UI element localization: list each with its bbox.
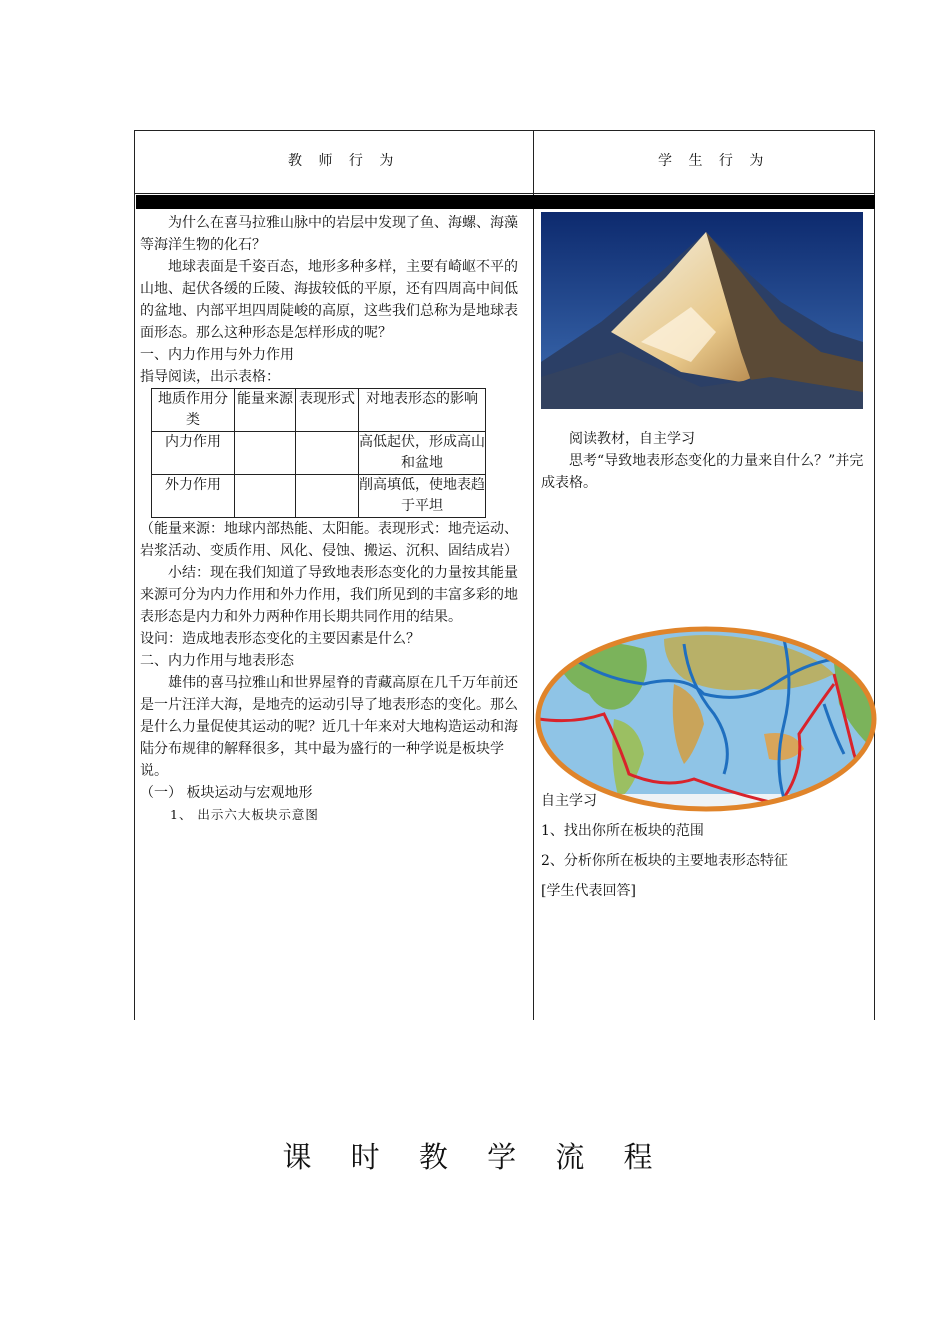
bottom-title: 课 时 教 学 流 程: [282, 1140, 668, 1174]
table-cell: 内力作用: [152, 432, 235, 475]
table-header-cell: 表现形式: [296, 389, 359, 432]
table-header-cell: 地质作用分类: [152, 389, 235, 432]
note-text: （能量来源：地球内部热能、太阳能。表现形式：地壳运动、岩浆活动、变质作用、风化、侵蚀、搬运、沉积、固结成岩）: [140, 521, 518, 559]
paragraph-2: 雄伟的喜马拉雅山和世界屋脊的青藏高原在几千万年前还是一片汪洋大海，是地壳的运动引导了地表形态的变化。那么是什么力量促使其运动的呢？近几十年来对大地构造运动和海陆分布规律的解释很多，其中最为盛行的一种学说是板块学说。: [140, 675, 518, 779]
table-header-cell: 对地表形态的影响: [359, 389, 486, 432]
teacher-header: 教 师 行 为: [288, 153, 400, 169]
table-cell-empty: [235, 432, 296, 475]
read-text: 阅读教材，自主学习: [569, 431, 695, 447]
table-cell: 高低起伏，形成高山和盆地: [359, 432, 486, 475]
table-cell: 外力作用: [152, 475, 235, 518]
table-cell: 削高填低，使地表趋于平坦: [359, 475, 486, 518]
teacher-column: [140, 212, 528, 826]
geology-table: [151, 388, 486, 518]
table-cell-empty: [296, 432, 359, 475]
table-header-cell: 能量来源: [235, 389, 296, 432]
table-top-border: [134, 130, 875, 131]
task-1: 1、找出你所在板块的范围: [541, 823, 704, 839]
summary-text: 小结：现在我们知道了导致地表形态变化的力量按其能量来源可分为内力作用和外力作用，我们所见到的丰富多彩的地表形态是内力和外力两种作用长期共同作用的结果。: [140, 565, 518, 625]
section-2-title: 二、内力作用与地表形态: [140, 653, 294, 669]
task-2: 2、分析你所在板块的主要地表形态特征: [541, 853, 788, 869]
paragraph-1: 地球表面是千姿百态，地形多种多样，主要有崎岖不平的山地、起伏各缓的丘陵、海拔较低的平原，还有四周高中间低的盆地、内部平坦四周陡峻的高原，这些我们总称为是地球表面形态。那么这种形态是怎样形成的呢？: [140, 259, 518, 341]
table-cell-empty: [235, 475, 296, 518]
table-left-border: [134, 130, 135, 1020]
student-reading: [541, 428, 871, 494]
think-text: 思考“导致地表形态变化的力量来自什么？”并完成表格。: [541, 453, 864, 491]
student-header: 学 生 行 为: [658, 153, 770, 169]
section-1-title: 一、内力作用与外力作用: [140, 347, 294, 363]
table-right-border: [874, 130, 875, 1020]
black-bar: [136, 195, 875, 209]
table-mid-border: [533, 130, 534, 1020]
guide-text: 指导阅读，出示表格：: [140, 369, 280, 385]
task-3: [学生代表回答]: [541, 883, 636, 899]
subsection-1: （一） 板块运动与宏观地形: [140, 785, 313, 801]
question-1: 为什么在喜马拉雅山脉中的岩层中发现了鱼、海螺、海藻等海洋生物的化石？: [140, 215, 518, 253]
header-bottom-border: [134, 193, 875, 194]
item-1: 1、 出示六大板块示意图: [170, 807, 319, 822]
mountain-photo: [541, 212, 863, 409]
ask-text: 设问：造成地表形态变化的主要因素是什么？: [140, 631, 420, 647]
self-study-label: 自主学习: [541, 793, 597, 809]
table-cell-empty: [296, 475, 359, 518]
student-self-study: [541, 786, 871, 906]
